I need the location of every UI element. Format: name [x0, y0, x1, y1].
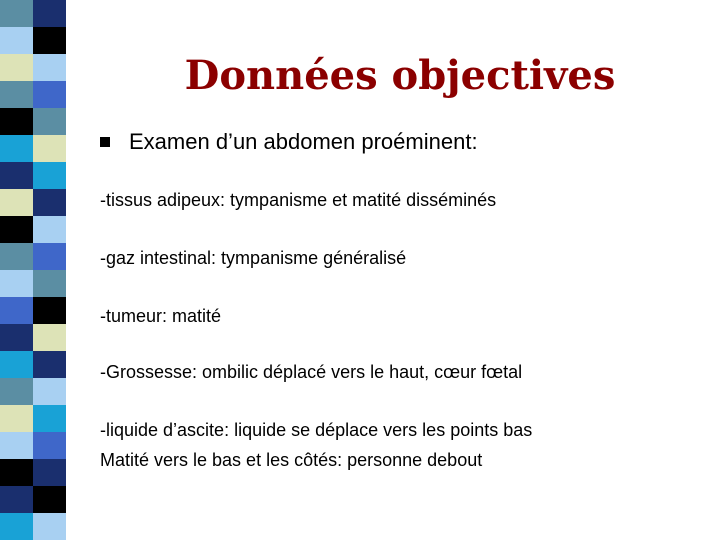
stripe-block: [0, 27, 33, 54]
stripe-block: [0, 351, 33, 378]
decorative-stripe: [0, 0, 66, 540]
stripe-block: [33, 216, 66, 243]
content-line-tissus-adipeux: -tissus adipeux: tympanisme et matité disséminés: [100, 190, 497, 210]
stripe-block: [0, 324, 33, 351]
stripe-block: [33, 27, 66, 54]
stripe-block: [0, 216, 33, 243]
stripe-block: [0, 0, 33, 27]
stripe-block: [0, 135, 33, 162]
stripe-block: [33, 459, 66, 486]
stripe-block: [33, 270, 66, 297]
stripe-block: [0, 270, 33, 297]
stripe-block: [33, 162, 66, 189]
stripe-block: [0, 81, 33, 108]
stripe-block: [33, 486, 66, 513]
stripe-block: [0, 108, 33, 135]
bullet-text: Examen d’un abdomen proéminent:: [129, 129, 478, 154]
stripe-block: [33, 378, 66, 405]
stripe-block: [0, 486, 33, 513]
bullet-square-icon: [100, 137, 110, 147]
stripe-block: [33, 432, 66, 459]
content-line-tumeur: -tumeur: matité: [100, 306, 222, 326]
stripe-block: [33, 243, 66, 270]
stripe-block: [33, 189, 66, 216]
stripe-block: [0, 162, 33, 189]
content-line-liquide-ascite: -liquide d’ascite: liquide se déplace vers les points bas: [100, 420, 533, 440]
slide-title: Données objectives: [184, 52, 616, 99]
stripe-block: [0, 432, 33, 459]
decorative-stripe-right: [33, 0, 66, 540]
stripe-block: [33, 351, 66, 378]
stripe-block: [33, 297, 66, 324]
stripe-block: [33, 108, 66, 135]
stripe-block: [0, 405, 33, 432]
stripe-block: [33, 135, 66, 162]
stripe-block: [33, 81, 66, 108]
stripe-block: [0, 243, 33, 270]
stripe-block: [33, 0, 66, 27]
content-line-matite: Matité vers le bas et les côtés: personne debout: [100, 450, 483, 470]
stripe-block: [0, 513, 33, 540]
decorative-stripe-left: [0, 0, 33, 540]
stripe-block: [0, 378, 33, 405]
stripe-block: [0, 297, 33, 324]
stripe-block: [33, 405, 66, 432]
content-line-grossesse: -Grossesse: ombilic déplacé vers le haut, cœur fœtal: [100, 362, 523, 382]
stripe-block: [0, 189, 33, 216]
stripe-block: [0, 459, 33, 486]
content-line-gaz-intestinal: -gaz intestinal: tympanisme généralisé: [100, 248, 407, 268]
stripe-block: [0, 54, 33, 81]
stripe-block: [33, 324, 66, 351]
stripe-block: [33, 54, 66, 81]
stripe-block: [33, 513, 66, 540]
